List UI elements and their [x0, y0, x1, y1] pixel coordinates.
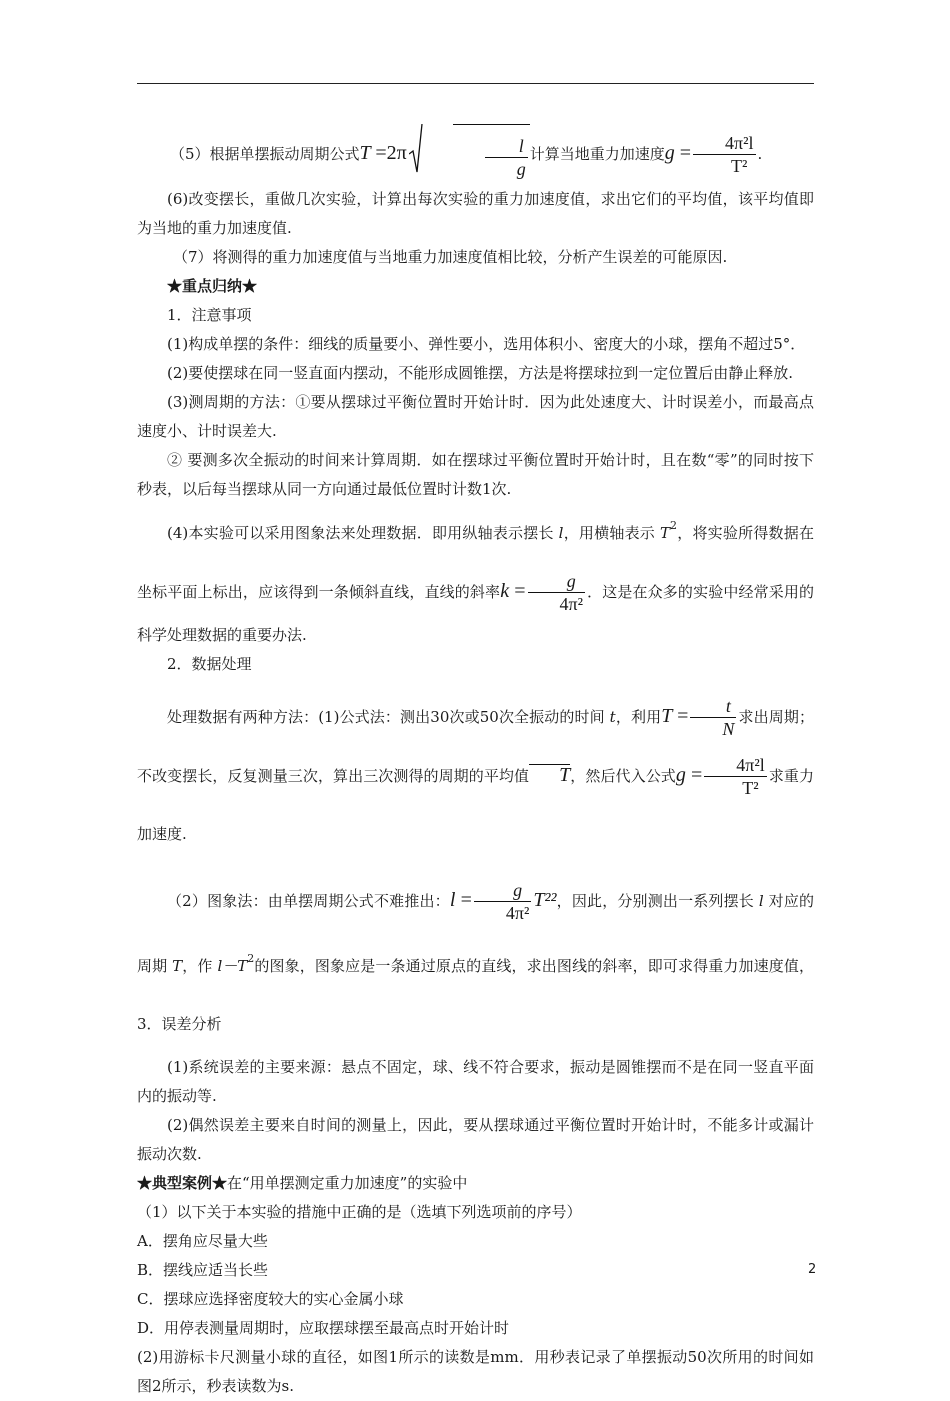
data-method-1: 处理数据有两种方法：(1)公式法：测出30次或50次全振动的时间 t，利用T = $\frac{t}{N}$ 求出周期；不改变摆长，反复测量三次，算出三次测得的周期的平均值 T，然后代入公式g = $\frac{\text{4π²l}}{\text{T²}}$ 求重力加速度. — [137, 695, 814, 843]
formula-g: g = $\frac{\text{4π²l}}{\text{T²}}$ — [664, 133, 754, 176]
note-3b: ② 要测多次全振动的时间来计算周期．如在摆球过平衡位置时开始计时，且在数“零”的同时按下秒表，以后每当摆球从同一方向通过最低位置时计数1次. — [137, 451, 814, 498]
page-number: 2 — [808, 1262, 817, 1277]
option-d: D．用停表测量周期时，应取摆球摆至最高点时开始计时 — [137, 1319, 510, 1337]
question-1: （1）以下关于本实验的措施中正确的是（选填下列选项前的序号） — [137, 1203, 582, 1221]
formula-period-avg: T = $\frac{t}{N}$ — [661, 695, 735, 739]
header-rule — [137, 83, 814, 84]
error-2: (2)偶然误差主要来自时间的测量上，因此，要从摆球通过平衡位置时开始计时，不能多计或漏计振动次数. — [137, 1116, 814, 1163]
option-a: A．摆角应尽量大些 — [137, 1232, 268, 1250]
note-4: (4)本实验可以采用图象法来处理数据．即用纵轴表示摆长 l，用横轴表示 $T^2$，将实验所得数据在坐标平面上标出，应该得到一条倾斜直线，直线的斜率k = $\frac{g}{\text{4π²}}$ ．这是在众多的实验中经常采用的科学处理数据的重要办法. — [137, 519, 814, 644]
note-3: (3)测周期的方法：①要从摆球过平衡位置时开始计时．因为此处速度大、计时误差小，而最高点速度小、计时误差大. — [137, 393, 814, 440]
question-2: (2)用游标卡尺测量小球的直径，如图1所示的读数是mm．用秒表记录了单摆振动50次所用的时间如图2所示，秒表读数为s. — [137, 1348, 814, 1395]
key-points-heading: ★重点归纳★ — [167, 277, 258, 295]
data-method-2: （2）图象法：由单摆周期公式不难推出：l = $\frac{g}{\text{4π²}}$ T²²，因此，分别测出一系列摆长 l 对应的周期 T，作 $l-T^2$的图象，图象应是一条通过原点的直线，求出图线的斜率，即可求得重力加速度值， 3．误差分析 — [137, 879, 814, 1033]
option-b: B．摆线应适当长些 — [137, 1261, 269, 1279]
error-1: (1)系统误差的主要来源：悬点不固定，球、线不符合要求，振动是圆锥摆而不是在同一竖直平面内的振动等. — [137, 1058, 814, 1105]
formula-g-2: g = $\frac{\text{4π²l}}{\text{T²}}$ — [675, 754, 765, 798]
step-7: （7）将测得的重力加速度值与当地重力加速度值相比较，分析产生误差的可能原因. — [173, 248, 728, 266]
formula-period: T =2π $\frac{l}{g}$ — [360, 142, 530, 164]
page-content — [137, 124, 817, 1401]
note-2: (2)要使摆球在同一竖直面内摆动，不能形成圆锥摆，方法是将摆球拉到一定位置后由静止释放. — [167, 364, 794, 382]
radical-icon — [409, 124, 423, 174]
step-5: （5）根据单摆振动周期公式T =2π $\frac{l}{g}$ 计算当地重力加速度g = $\frac{\text{4π²l}}{\text{T²}}$ . — [137, 124, 814, 185]
example-intro: ★典型案例★在“用单摆测定重力加速度”的实验中 — [137, 1174, 468, 1192]
example-heading: ★典型案例★ — [137, 1174, 228, 1192]
note-1: (1)构成单摆的条件：细线的质量要小、弹性要小，选用体积小、密度大的小球，摆角不超过5°． — [167, 335, 806, 353]
data-title: 2．数据处理 — [167, 655, 252, 673]
notes-title: 1．注意事项 — [167, 306, 252, 324]
formula-t-bar: T — [529, 764, 570, 786]
option-c: C．摆球应选择密度较大的实心金属小球 — [137, 1290, 404, 1308]
formula-slope: k = $\frac{g}{\text{4π²}}$ — [500, 570, 583, 614]
formula-length: l = $\frac{g}{\text{4π²}}$ T²² — [449, 879, 557, 923]
step-6: (6)改变摆长，重做几次实验，计算出每次实验的重力加速度值，求出它们的平均值，该平均值即为当地的重力加速度值. — [137, 190, 814, 237]
